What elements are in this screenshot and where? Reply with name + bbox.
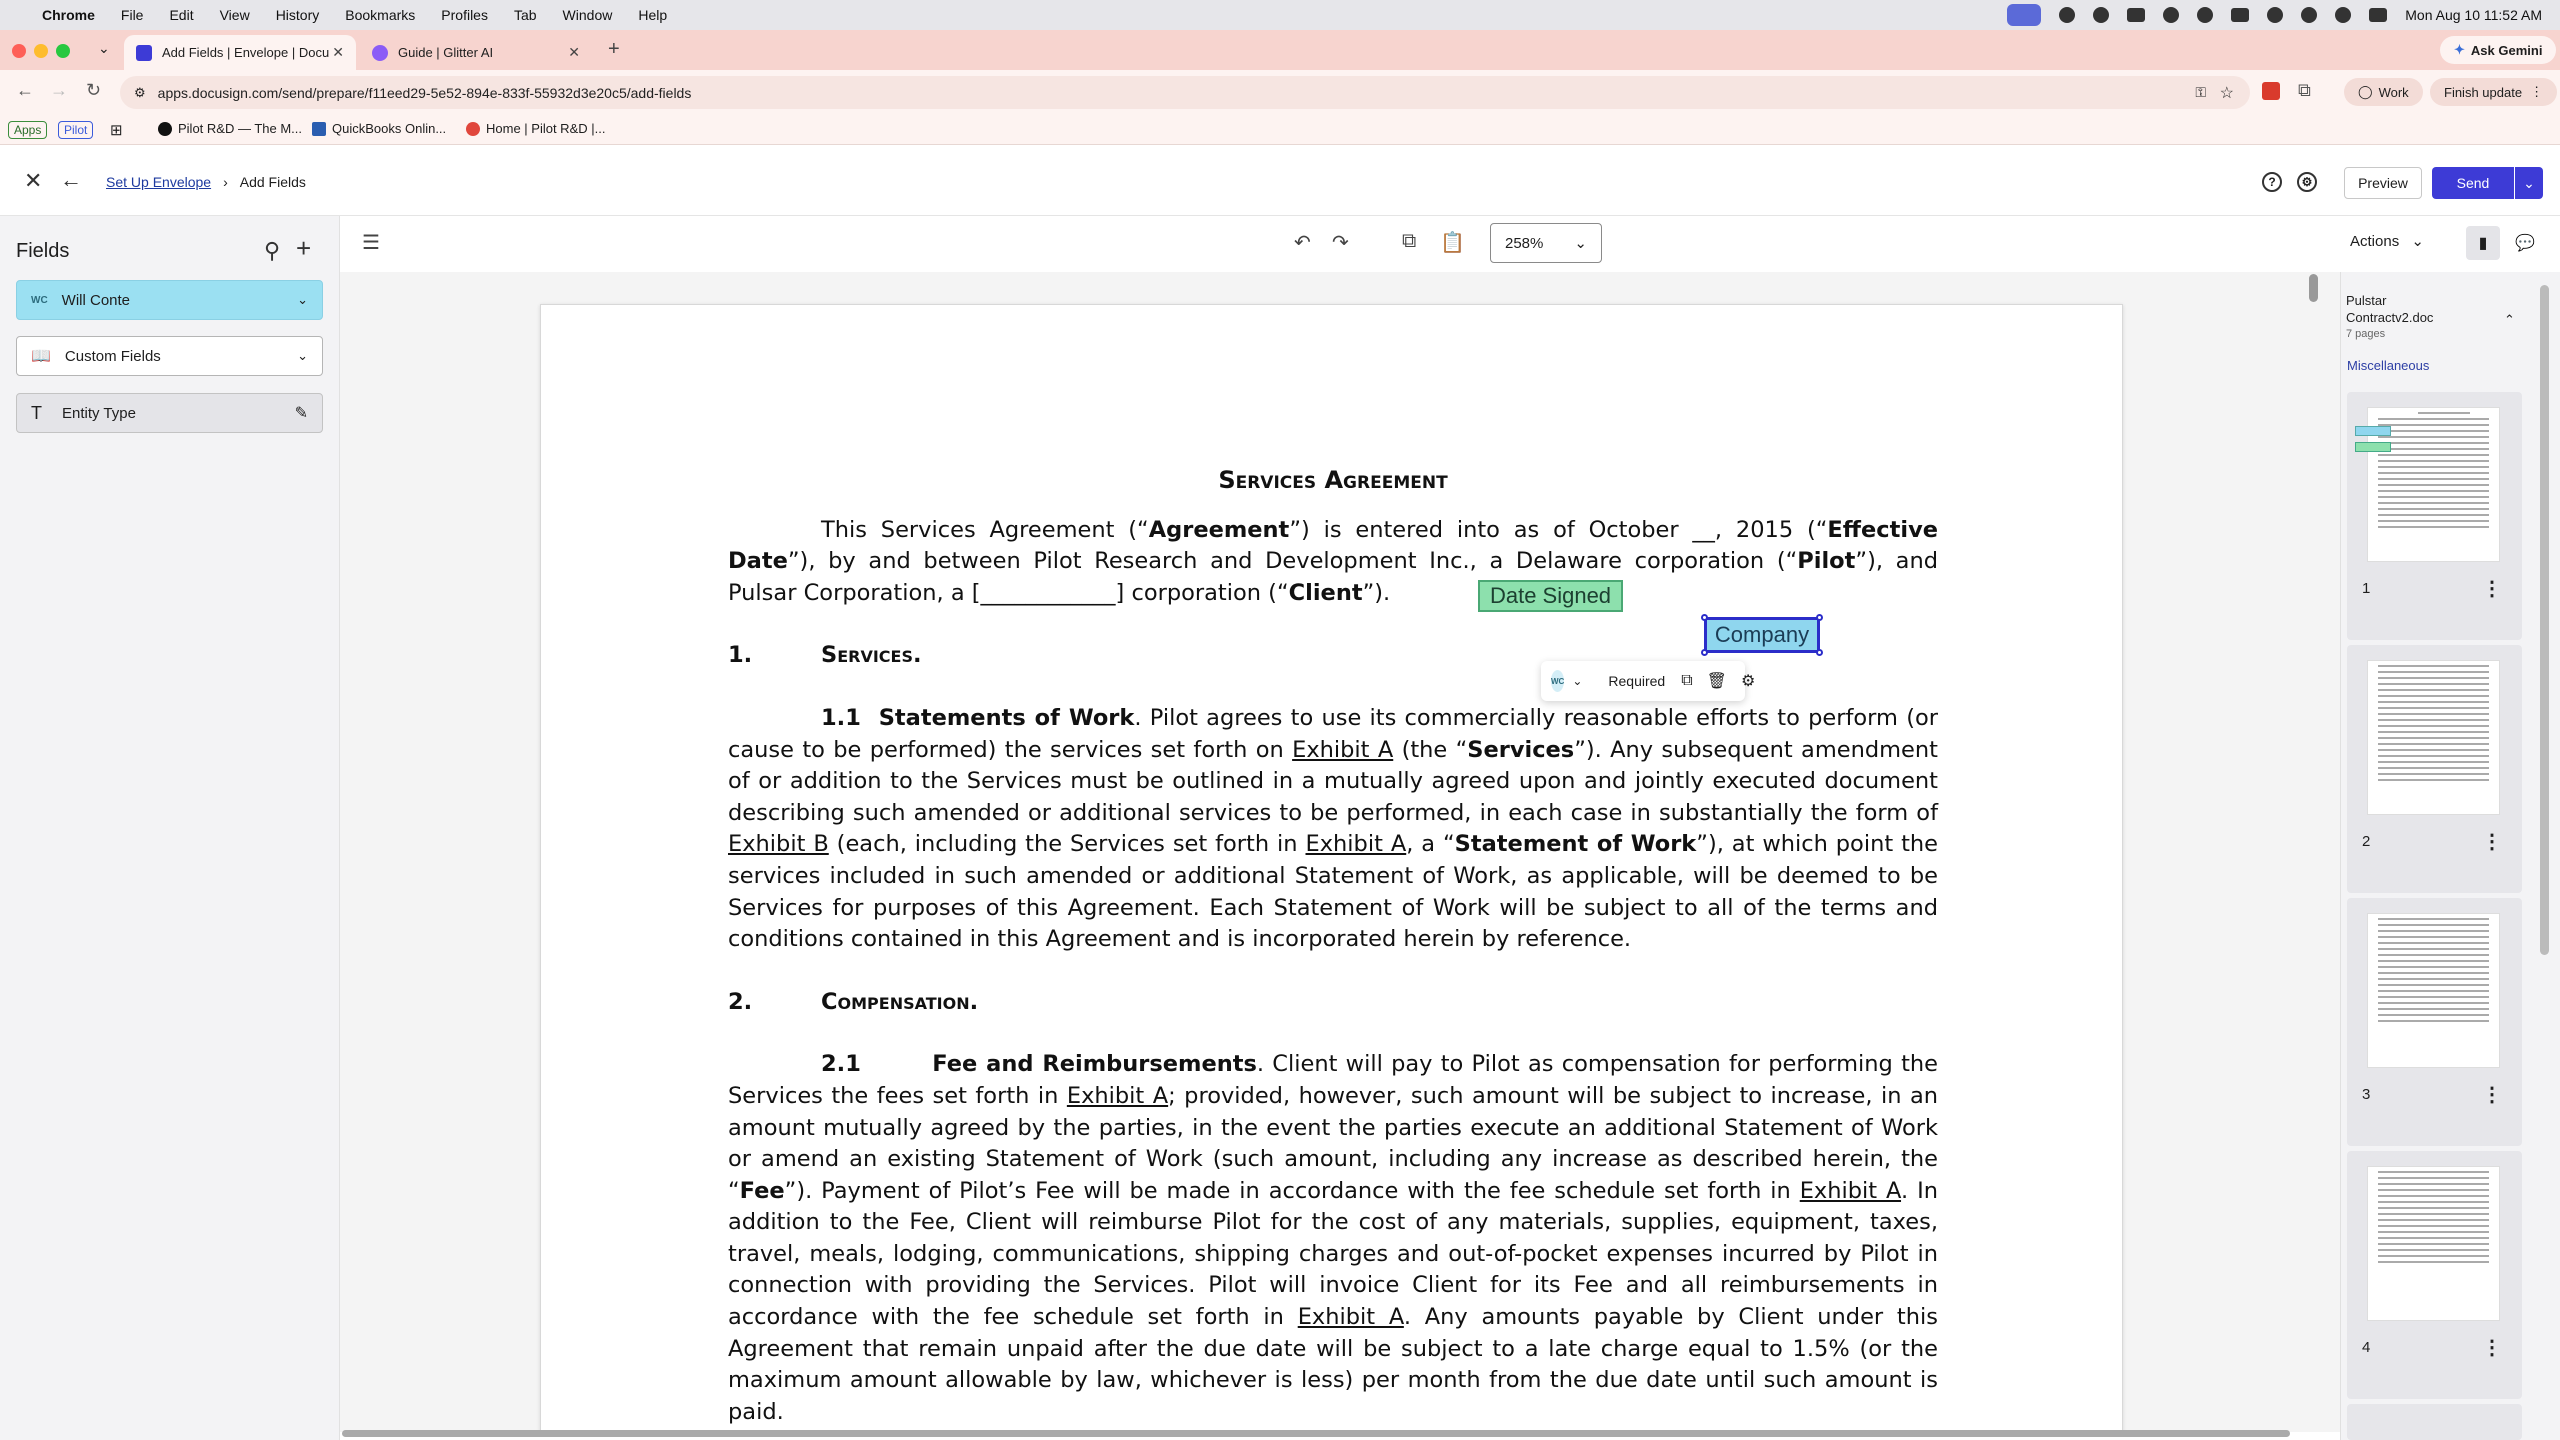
page-thumbnail[interactable] [2347, 392, 2522, 640]
comments-icon[interactable]: 💬 [2515, 235, 2535, 252]
document-body [728, 465, 1938, 1432]
bookmark-label: QuickBooks Onlin... [332, 121, 447, 136]
tab-title: Add Fields | Envelope | Docu [162, 45, 330, 60]
url-text: apps.docusign.com/send/prepare/f11eed29-5e52-894e-833f-55932d3e20c5/add-fields [157, 84, 692, 101]
siri-icon[interactable] [2335, 7, 2351, 23]
tab-title: Guide | Glitter AI [398, 45, 494, 60]
document-title: Services Agreement [1218, 466, 1448, 494]
resize-handle[interactable] [1701, 649, 1708, 656]
kebab-menu-icon[interactable]: ⋮ [2482, 1337, 2502, 1359]
window-minimize-button[interactable] [34, 44, 48, 58]
page-thumbnail[interactable] [2347, 898, 2522, 1146]
window-close-button[interactable] [12, 44, 26, 58]
breadcrumb-setup-envelope[interactable]: Set Up Envelope [106, 174, 212, 190]
chevron-right-icon: › [223, 174, 228, 190]
close-icon[interactable]: ✕ [24, 168, 43, 193]
required-label: Required [1608, 673, 1666, 689]
chevron-down-icon[interactable]: ⌄ [1572, 674, 1583, 688]
custom-fields-label: Custom Fields [64, 347, 161, 365]
bookmark-favicon-icon [466, 122, 480, 136]
control-center-icon[interactable] [2369, 8, 2387, 22]
chevron-up-icon[interactable]: ⌃ [2504, 312, 2515, 327]
tab-glitter[interactable] [360, 35, 592, 70]
back-arrow-icon[interactable]: ← [60, 167, 82, 192]
entity-type-label: Entity Type [62, 404, 136, 422]
field-properties-toolbar [1541, 661, 1756, 701]
finish-update-label: Finish update [2444, 84, 2523, 100]
tab-list-chevron-icon[interactable]: ⌄ [98, 40, 110, 56]
kebab-menu-icon[interactable]: ⋮ [2482, 578, 2502, 600]
window-zoom-button[interactable] [56, 44, 70, 58]
focus-icon[interactable] [2163, 7, 2179, 23]
document-canvas[interactable] [340, 272, 2340, 1432]
back-arrow-icon[interactable]: ← [16, 80, 34, 100]
text-t-icon: T [31, 402, 42, 423]
address-bar[interactable] [120, 76, 2250, 109]
fields-panel [0, 216, 340, 1440]
date-signed-field[interactable] [1478, 580, 1623, 612]
menu-tab[interactable]: Tab [513, 7, 537, 23]
browser-tab-strip [0, 30, 2560, 70]
page-preview [2367, 660, 2500, 815]
section-2-1-paragraph: 2.1 Fee and Reimbursements. Client will pay to Pilot as compensation for performing the Services the fees set forth in Exhibit A; provided, however, such amount will be subject to increase, in an amount mutually agreed by the parties, in the event the parties execute an additional Statement of Work or amend an existing Statement of Work (such amount, including any increase as described herein, the “Fee”). Payment of Pilot’s Fee will be made in accordance with the fee schedule set forth in Exhibit A. In addition to the Fee, Client will reimburse Pilot for the cost of any materials, supplies, equipment, taxes, travel, meals, lodging, communications, shipping charges and out-of-pocket expenses incurred by Pilot in connection with providing the Services. Pilot will invoice Client for its Fee and all reimbursements in accordance with the fee schedule set forth in Exhibit A. Any amounts payable by Client under this Agreement that remain unpaid after the due date will be subject to a late charge equal to 1.5% (or the maximum amount allowable by law, whichever is less) per month from the due date until such amount is paid. [728, 1051, 1938, 1425]
add-plus-icon[interactable]: + [296, 233, 312, 263]
section-1-heading: 1. Services. [728, 642, 922, 669]
menu-app[interactable]: Chrome [42, 7, 95, 23]
gear-icon[interactable]: ⚙ [1740, 673, 1756, 690]
profile-icon: ◯ [2358, 84, 2373, 99]
send-button[interactable] [2432, 167, 2514, 199]
entity-type-field[interactable] [16, 393, 323, 433]
macos-menubar [0, 0, 2560, 30]
recipient-avatar: WC [31, 294, 48, 306]
new-tab-plus-icon[interactable]: + [608, 38, 620, 60]
reload-icon[interactable]: ↻ [86, 80, 102, 100]
page-number: 3 [2362, 1086, 2371, 1103]
battery-icon[interactable] [2231, 8, 2249, 22]
menu-file[interactable]: File [120, 7, 144, 23]
bookmark-label: Home | Pilot R&D |... [486, 121, 606, 136]
redo-icon[interactable]: ↷ [1332, 232, 1349, 254]
page-number: 1 [2362, 580, 2371, 597]
password-key-icon[interactable]: ⚿ [2195, 84, 2206, 100]
browser-toolbar [0, 70, 2560, 115]
thumb-field-marker [2355, 426, 2391, 436]
company-label: Company [1714, 622, 1810, 647]
preview-label: Preview [2358, 175, 2408, 191]
recipient-select[interactable] [16, 280, 323, 320]
tab-close-icon[interactable]: ✕ [332, 44, 344, 60]
bookmark-label: Pilot [58, 121, 93, 139]
finish-update-button[interactable] [2430, 78, 2557, 106]
apps-grid-icon[interactable]: ⊞ [110, 122, 123, 139]
kebab-menu-icon[interactable]: ⋮ [2482, 1084, 2502, 1106]
record-icon[interactable] [2127, 8, 2145, 22]
menu-history[interactable]: History [275, 7, 320, 23]
bookmark-label: Apps [8, 121, 47, 139]
zoom-value: 258% [1505, 234, 1544, 252]
bookmark-pilot-rd[interactable] [158, 121, 302, 136]
app-header [0, 146, 2560, 216]
page-thumbnail[interactable] [2347, 645, 2522, 893]
menu-help[interactable]: Help [638, 7, 668, 23]
canvas-toolbar [340, 216, 2560, 272]
profile-label: Work [2378, 84, 2409, 100]
bookmarks-bar [0, 115, 2560, 145]
miscellaneous-label[interactable]: Miscellaneous [2347, 358, 2430, 373]
breadcrumb-current: Add Fields [239, 174, 306, 190]
page-preview [2367, 913, 2500, 1068]
duplicate-icon[interactable]: ⧉ [1681, 672, 1693, 689]
ask-gemini-label: Ask Gemini [2470, 42, 2543, 58]
extension-red-icon[interactable] [2262, 82, 2280, 100]
undo-icon[interactable]: ↶ [1294, 232, 1311, 254]
menubar-clock[interactable]: Mon Aug 10 11:52 AM [2405, 7, 2542, 23]
menu-profiles[interactable]: Profiles [441, 7, 488, 23]
section-1-1-paragraph: 1.1 Statements of Work. Pilot agrees to use its commercially reasonable efforts to perform (or cause to be performed) the services set forth on Exhibit A (the “Services”). Any subsequent amendment of or addition to the Services must be outlined in a mutually agreed upon and jointly executed document describing such amended or additional services to be performed, in each case in substantially the form of Exhibit B (each, including the Services set forth in Exhibit A, a “Statement of Work”), at which point the services included in such amended or additional Statement of Work, as applicable, will be deemed to be Services for purposes of this Agreement. Each Statement of Work will be subject to all of the terms and conditions contained in this Agreement and is incorporated herein by reference. [728, 704, 1938, 953]
ask-gemini-button[interactable] [2440, 36, 2556, 64]
page-thumbnail[interactable] [2347, 1404, 2522, 1440]
recipient-name: Will Conte [61, 291, 131, 309]
bookmark-quickbooks[interactable] [312, 121, 446, 136]
menu-window[interactable]: Window [562, 7, 613, 23]
page-thumbnail[interactable] [2347, 1151, 2522, 1399]
preview-button[interactable] [2344, 167, 2422, 199]
vertical-scrollbar[interactable] [2309, 274, 2318, 302]
send-label: Send [2456, 175, 2490, 191]
breadcrumb [106, 174, 306, 190]
resize-handle[interactable] [1701, 614, 1708, 621]
page-number: 4 [2362, 1339, 2371, 1356]
menu-view[interactable]: View [219, 7, 250, 23]
paste-icon[interactable]: 📋 [1440, 232, 1465, 254]
custom-fields-dropdown[interactable] [16, 336, 323, 376]
intro-paragraph: This Services Agreement (“Agreement”) is entered into as of October __, 2015 (“Effective Date”), by and between Pilot Research and Development Inc., a Delaware corporation (“Pilot”), and Pulsar Corporation, a [____________] corporation (“Client”). [728, 516, 1938, 606]
thumb-field-marker [2355, 442, 2391, 452]
book-icon: 📖 [31, 348, 51, 365]
brightness-icon[interactable] [2093, 7, 2109, 23]
date-signed-label: Date Signed [1489, 583, 1612, 608]
settings-gear-icon[interactable]: ⚙ [2297, 172, 2317, 192]
chevron-down-icon: ⌄ [1574, 235, 1587, 252]
zoom-select[interactable] [1490, 223, 1602, 263]
resize-handle[interactable] [1816, 649, 1823, 656]
bookmark-label: Pilot R&D — The M... [178, 121, 303, 136]
bookmark-pilot[interactable] [58, 121, 93, 139]
company-field[interactable] [1704, 617, 1820, 653]
copy-icon[interactable]: ⧉ [1402, 230, 1417, 252]
page-count: 7 pages [2346, 328, 2386, 340]
page-number: 2 [2362, 833, 2371, 850]
docusign-favicon-icon [136, 45, 152, 61]
bookmark-favicon-icon [312, 122, 326, 136]
pages-panel-scrollbar[interactable] [2540, 285, 2549, 955]
document-name: Pulstar Contractv2.doc [2346, 293, 2434, 325]
search-icon[interactable]: ⚲ [264, 238, 281, 263]
section-2-heading: 2. Compensation. [728, 988, 979, 1015]
trash-icon[interactable]: 🗑 [1706, 673, 1727, 690]
menu-edit[interactable]: Edit [169, 7, 194, 23]
layout-toggle-icon[interactable]: ☰ [362, 232, 380, 254]
help-icon[interactable]: ? [2262, 172, 2282, 192]
forward-arrow-icon[interactable]: → [50, 80, 68, 100]
extensions-puzzle-icon[interactable]: ⧉ [2298, 80, 2311, 100]
bookmark-star-icon[interactable]: ☆ [2219, 84, 2234, 102]
actions-menu[interactable] [2350, 232, 2424, 250]
spotlight-icon[interactable] [2301, 7, 2317, 23]
profile-work-button[interactable] [2344, 78, 2423, 106]
pages-panel-icon[interactable]: ▮ [2466, 226, 2500, 260]
chevron-down-icon: ⌄ [2411, 233, 2424, 250]
document-page[interactable] [540, 304, 2123, 1432]
moon-icon[interactable] [2197, 7, 2213, 23]
bookmark-apps[interactable] [8, 121, 47, 139]
resize-handle[interactable] [1816, 614, 1823, 621]
tab-close-icon[interactable]: ✕ [568, 44, 580, 60]
page-preview [2367, 1166, 2500, 1321]
bookmark-favicon-icon [158, 122, 172, 136]
screen-share-icon[interactable] [2007, 4, 2041, 26]
send-options-chevron-icon[interactable]: ⌄ [2515, 167, 2543, 199]
kebab-menu-icon: ⋮ [2530, 84, 2544, 99]
actions-label: Actions [2350, 233, 2400, 250]
recipient-avatar[interactable]: WC [1551, 670, 1564, 692]
horizontal-scrollbar[interactable] [342, 1430, 2290, 1437]
menu-bookmarks[interactable]: Bookmarks [345, 7, 416, 23]
glitter-favicon-icon [372, 45, 388, 61]
chevron-down-icon: ⌄ [297, 348, 308, 363]
bookmark-home-pilot[interactable] [466, 121, 605, 136]
chevron-down-icon: ⌄ [297, 292, 308, 307]
site-info-icon[interactable]: ⚙ [134, 84, 146, 100]
tab-docusign[interactable] [124, 35, 356, 70]
pencil-edit-icon[interactable]: ✎ [294, 405, 308, 422]
search-status-icon[interactable] [2059, 7, 2075, 23]
fields-title: Fields [16, 240, 70, 262]
gemini-sparkle-icon: ✦ [2454, 42, 2465, 57]
wifi-icon[interactable] [2267, 7, 2283, 23]
kebab-menu-icon[interactable]: ⋮ [2482, 831, 2502, 853]
